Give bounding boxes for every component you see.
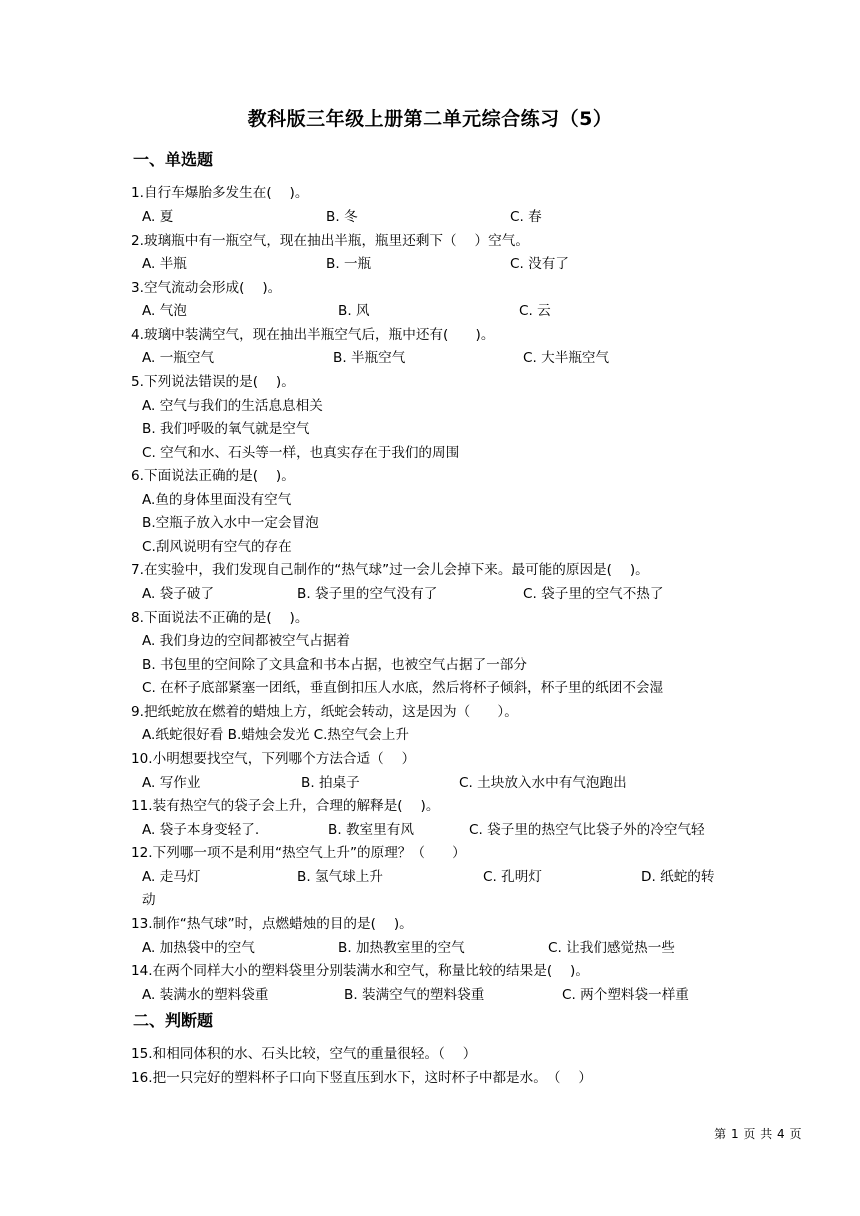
question-stem: 5.下列说法错误的是( )。 (131, 374, 295, 390)
question-stem: 4.玻璃中装满空气，现在抽出半瓶空气后，瓶中还有( )。 (131, 327, 495, 343)
option-c: C. 土块放入水中有气泡跑出 (459, 775, 627, 791)
option-a: A. 袋子破了 (142, 586, 215, 602)
option-c: C. 云 (519, 303, 551, 319)
option-a: A. 加热袋中的空气 (142, 940, 255, 956)
page-title: 教科版三年级上册第二单元综合练习（5） (247, 108, 613, 130)
question-stem: 9.把纸蛇放在燃着的蜡烛上方，纸蛇会转动，这是因为（ ）。 (131, 704, 518, 720)
option-c: C. 孔明灯 (483, 869, 542, 885)
option-c: C. 没有了 (510, 256, 569, 272)
option-b: B. 拍桌子 (301, 775, 360, 791)
option-c: C. 春 (510, 209, 542, 225)
option-a: A. 装满水的塑料袋重 (142, 987, 269, 1003)
option-a: A. 走马灯 (142, 869, 201, 885)
question-stem: 1.自行车爆胎多发生在( )。 (131, 185, 309, 201)
option-b: B. 风 (338, 303, 370, 319)
option-b: B.空瓶子放入水中一定会冒泡 (142, 515, 319, 531)
option-b: B. 一瓶 (326, 256, 372, 272)
option-c: C. 空气和水、石头等一样，也真实存在于我们的周围 (142, 445, 460, 461)
option-c: C. 两个塑料袋一样重 (562, 987, 689, 1003)
options-line: A.纸蛇很好看 B.蜡烛会发光 C.热空气会上升 (142, 727, 409, 743)
option-c: C. 在杯子底部紧塞一团纸，垂直倒扣压人水底，然后将杯子倾斜，杯子里的纸团不会湿 (142, 680, 664, 696)
option-d: D. 纸蛇的转 (641, 869, 715, 885)
option-c: C. 袋子里的热空气比袋子外的冷空气轻 (469, 822, 705, 838)
question-stem: 8.下面说法不正确的是( )。 (131, 610, 309, 626)
option-b: B. 冬 (326, 209, 358, 225)
option-b: B. 袋子里的空气没有了 (297, 586, 438, 602)
question-stem: 10.小明想要找空气，下列哪个方法合适（ ） (131, 751, 416, 767)
option-a: A. 空气与我们的生活息息相关 (142, 398, 323, 414)
question-stem: 2.玻璃瓶中有一瓶空气，现在抽出半瓶，瓶里还剩下（ ）空气。 (131, 233, 529, 249)
question-stem: 16.把一只完好的塑料杯子口向下竖直压到水下，这时杯子中都是水。 （ ） (131, 1070, 592, 1086)
option-a: A. 我们身边的空间都被空气占据着 (142, 633, 351, 649)
option-a: A.鱼的身体里面没有空气 (142, 492, 292, 508)
option-c: C.刮风说明有空气的存在 (142, 539, 292, 555)
option-a: A. 袋子本身变轻了. (142, 822, 260, 838)
option-c: C. 袋子里的空气不热了 (523, 586, 664, 602)
question-stem: 11.装有热空气的袋子会上升，合理的解释是( )。 (131, 798, 440, 814)
option-c: C. 让我们感觉热一些 (548, 940, 675, 956)
question-stem: 12.下列哪一项不是利用“热空气上升”的原理？（ ） (131, 845, 466, 861)
option-c: C. 大半瓶空气 (523, 350, 610, 366)
option-a: A. 夏 (142, 209, 174, 225)
page-number: 第 1 页 共 4 页 (714, 1127, 802, 1141)
option-b: B. 加热教室里的空气 (338, 940, 465, 956)
question-stem: 7.在实验中，我们发现自己制作的“热气球”过一会儿会掉下来。最可能的原因是( )。 (131, 562, 649, 578)
option-b: B. 书包里的空间除了文具盒和书本占据，也被空气占据了一部分 (142, 657, 527, 673)
question-stem: 6.下面说法正确的是( )。 (131, 468, 295, 484)
option-a: A. 一瓶空气 (142, 350, 215, 366)
option-b: B. 我们呼吸的氧气就是空气 (142, 421, 310, 437)
option-b: B. 装满空气的塑料袋重 (344, 987, 485, 1003)
option-b: B. 氢气球上升 (297, 869, 383, 885)
section-heading-true-false: 二、判断题 (133, 1011, 214, 1030)
option-d-wrap: 动 (142, 892, 156, 908)
question-stem: 14.在两个同样大小的塑料袋里分别装满水和空气，称量比较的结果是( )。 (131, 963, 589, 979)
option-a: A. 半瓶 (142, 256, 187, 272)
option-a: A. 气泡 (142, 303, 187, 319)
question-stem: 13.制作“热气球”时，点燃蜡烛的目的是( )。 (131, 916, 413, 932)
question-stem: 15.和相同体积的水、石头比较，空气的重量很轻。（ ） (131, 1046, 477, 1062)
option-a: A. 写作业 (142, 775, 201, 791)
option-b: B. 半瓶空气 (333, 350, 406, 366)
section-heading-single-choice: 一、单选题 (133, 150, 214, 169)
question-stem: 3.空气流动会形成( )。 (131, 280, 282, 296)
option-b: B. 教室里有风 (328, 822, 414, 838)
